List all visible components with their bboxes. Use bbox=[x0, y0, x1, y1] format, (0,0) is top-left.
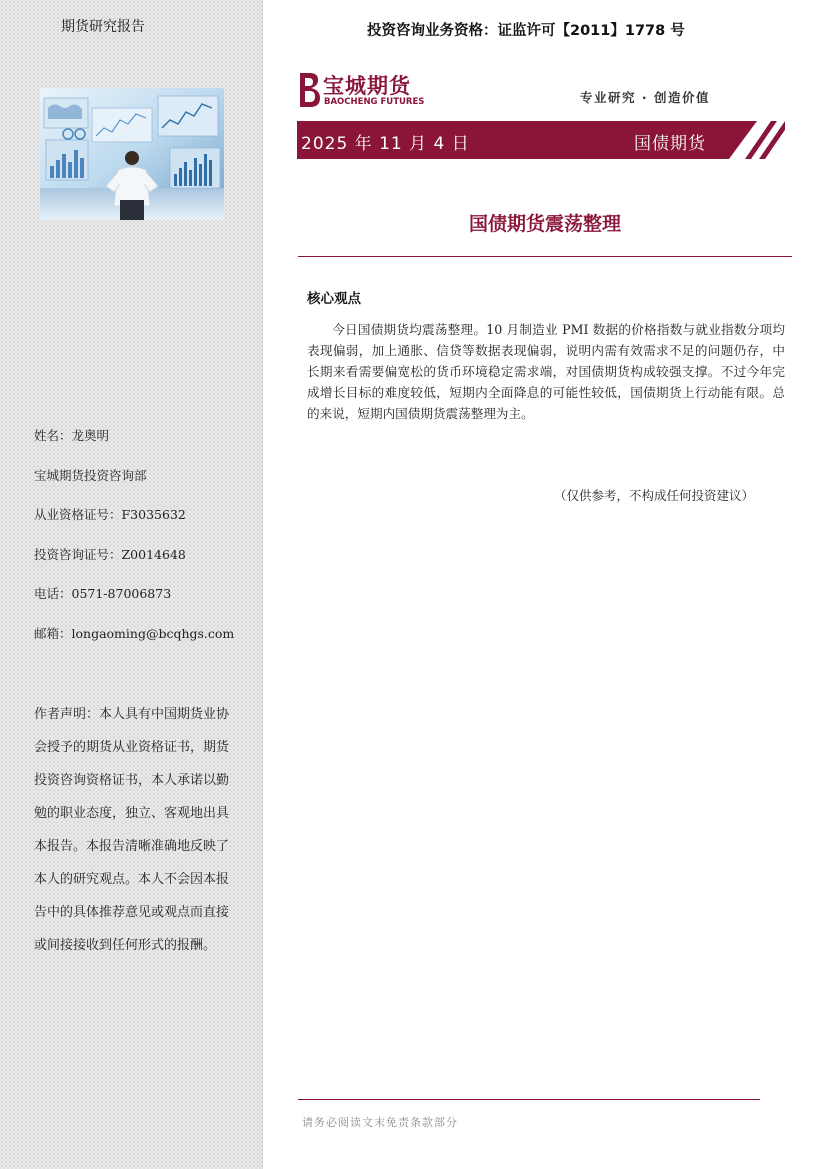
company-logo bbox=[296, 70, 436, 112]
baocheng-logo-icon bbox=[296, 70, 322, 110]
section-heading: 核心观点 bbox=[307, 291, 361, 307]
author-qualification: 从业资格证号：F3035632 bbox=[34, 507, 186, 522]
report-date: 2025 年 11 月 4 日 bbox=[301, 134, 470, 154]
author-phone: 电话：0571-87006873 bbox=[34, 586, 172, 601]
sidebar bbox=[0, 0, 263, 1169]
author-info bbox=[34, 426, 234, 663]
author-consulting-cert: 投资咨询证号：Z0014648 bbox=[34, 546, 186, 562]
report-title: 国债期货震荡整理 bbox=[468, 213, 621, 235]
doc-type-label: 期货研究报告 bbox=[61, 19, 145, 35]
author-department: 宝城期货投资咨询部 bbox=[34, 467, 147, 483]
report-body: 今日国债期货均震荡整理。10 月制造业 PMI 数据的价格指数与就业指数分项均表现偏弱，加上通胀、信贷等数据表现偏弱，说明内需有效需求不足的问题仍存，中长期来看需要偏宽松的货币环境稳定需求端，对国债期货构成较强支撑。不过今年完成增长目标的难度较低，短期内全面降息的可能性较低，国债期货上行动能有限。总的来说，短期内国债期货震荡整理为主。 bbox=[307, 322, 785, 421]
report-category: 国债期货 bbox=[634, 134, 706, 154]
title-divider bbox=[298, 256, 792, 257]
investment-note: （仅供参考，不构成任何投资建议） bbox=[554, 488, 755, 503]
footer-divider bbox=[298, 1099, 760, 1100]
author-declaration: 作者声明：本人具有中国期货业协会授予的期货从业资格证书，期货投资咨询资格证书，本人承诺以勤勉的职业态度，独立、客观地出具本报告。本报告清晰准确地反映了本人的研究观点。本人不会因本报告中的具体推荐意见或观点而直接或间接接收到任何形式的报酬。 bbox=[34, 707, 230, 953]
logo-chinese: 宝城期货 bbox=[323, 73, 411, 98]
author-email: 邮箱：longaoming@bcqhgs.com bbox=[34, 625, 235, 641]
footer-disclaimer: 请务必阅读文末免责条款部分 bbox=[302, 1116, 458, 1129]
author-name: 姓名：龙奥明 bbox=[34, 428, 110, 443]
slogan: 专业研究 · 创造价值 bbox=[580, 90, 710, 105]
date-banner bbox=[297, 121, 785, 159]
license-text: 投资咨询业务资格：证监许可【2011】1778 号 bbox=[367, 23, 685, 39]
hero-image bbox=[40, 88, 224, 220]
logo-english: BAOCHENG FUTURES bbox=[324, 97, 425, 107]
